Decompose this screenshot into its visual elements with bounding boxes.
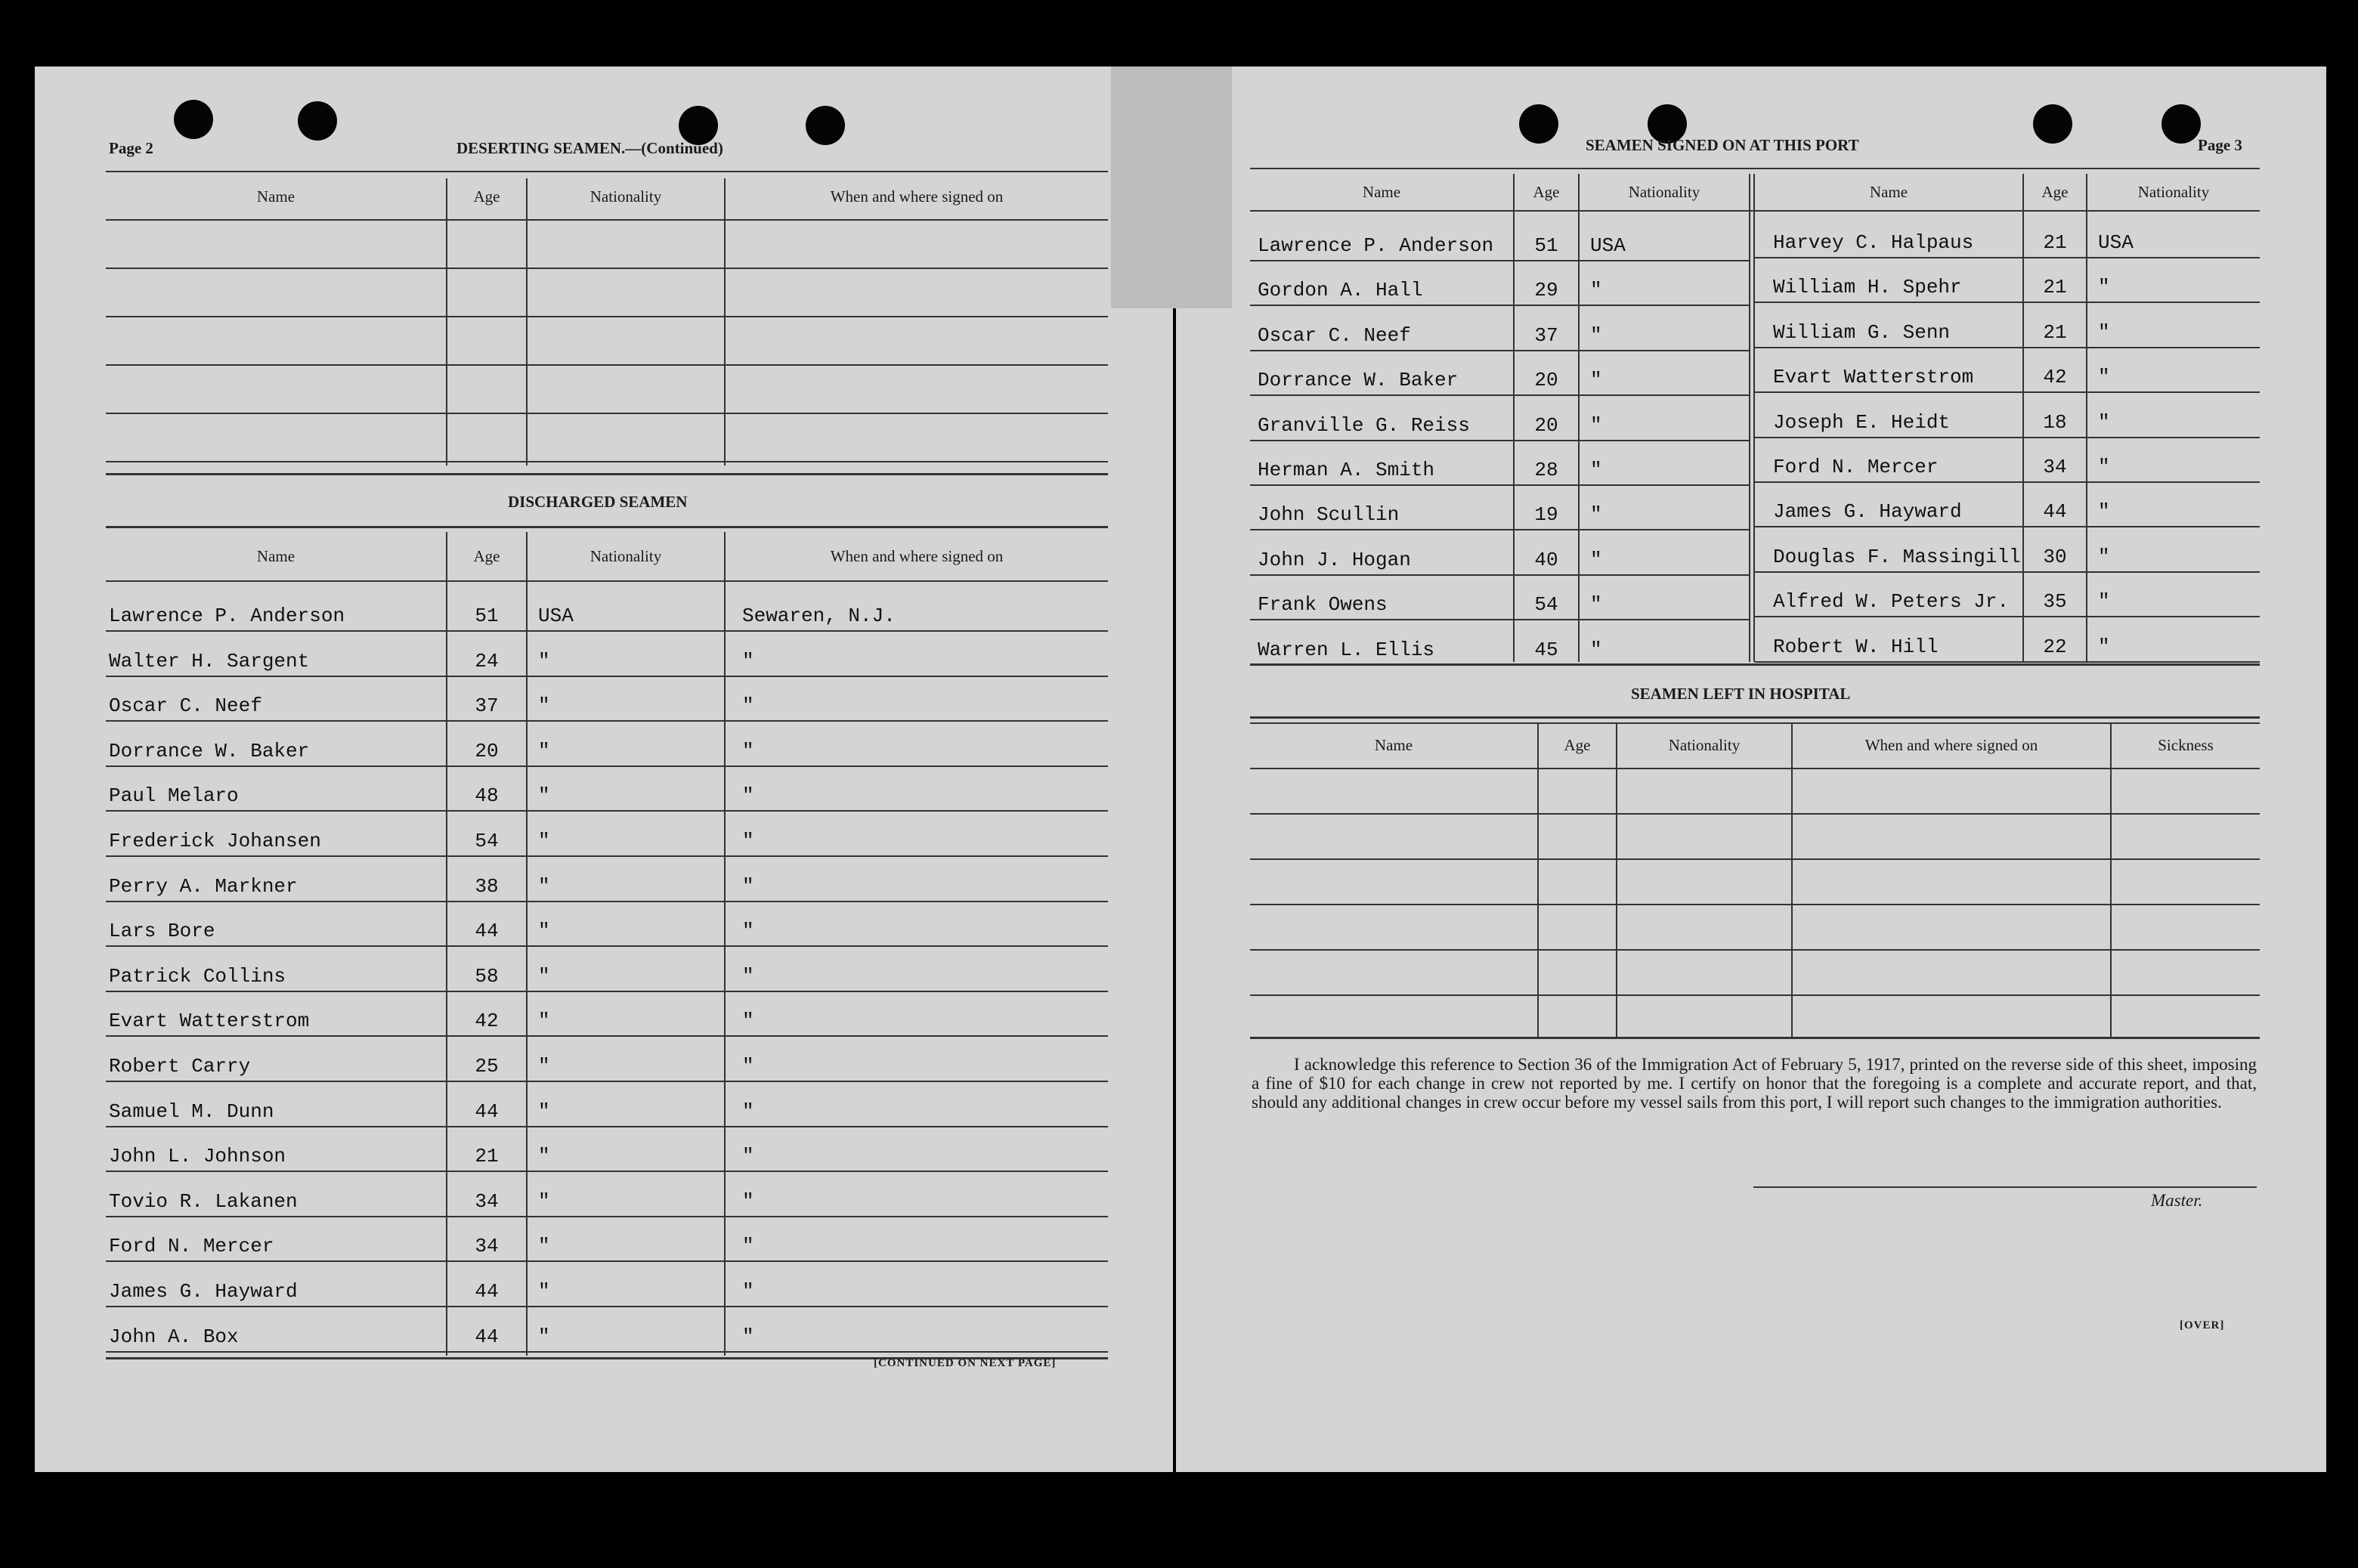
table-row-nationality: " xyxy=(538,1280,550,1303)
table-row-name: Walter H. Sargent xyxy=(109,649,310,673)
table-row-nationality: " xyxy=(2098,500,2110,524)
col-nationality: Nationality xyxy=(1668,736,1741,754)
table-row-name: Tovio R. Lakanen xyxy=(109,1189,298,1213)
punch-hole-icon xyxy=(174,100,213,139)
table-row-signed-on: " xyxy=(742,1189,754,1213)
table-row-name: Dorrance W. Baker xyxy=(1258,369,1459,392)
table-row-signed-on: " xyxy=(742,1280,754,1303)
table-row-signed-on: " xyxy=(742,1055,754,1078)
table-row-nationality: " xyxy=(538,649,550,673)
table-row-name: Samuel M. Dunn xyxy=(109,1099,274,1123)
hospital-title: SEAMEN LEFT IN HOSPITAL xyxy=(1631,685,1851,703)
table-row-age: 25 xyxy=(475,1055,499,1078)
table-row-name: John L. Johnson xyxy=(109,1145,286,1168)
table-row-nationality: " xyxy=(538,964,550,988)
punch-hole-icon xyxy=(298,101,337,141)
table-row-name: Granville G. Reiss xyxy=(1258,413,1470,437)
table-row-name: Oscar C. Neef xyxy=(109,694,262,718)
table-row-nationality: " xyxy=(538,1325,550,1348)
punch-hole-icon xyxy=(2162,104,2201,144)
col-nationality: Nationality xyxy=(1628,183,1700,201)
table-row-signed-on: Sewaren, N.J. xyxy=(742,605,896,627)
table-row-age: 38 xyxy=(475,874,499,898)
table-row-signed-on: " xyxy=(742,964,754,988)
table-row-nationality: " xyxy=(538,739,550,762)
table-row-name: James G. Hayward xyxy=(1773,500,1962,524)
table-row-name: Harvey C. Halpaus xyxy=(1773,231,1974,254)
table-row-name: Lars Bore xyxy=(109,920,215,943)
punch-hole-icon xyxy=(2033,104,2072,144)
table-row-name: Dorrance W. Baker xyxy=(109,739,310,762)
table-row-name: Perry A. Markner xyxy=(109,874,298,898)
col-age: Age xyxy=(473,547,500,565)
table-row-name: Lawrence P. Anderson xyxy=(109,605,345,627)
table-row-name: Evart Watterstrom xyxy=(109,1010,310,1033)
table-row-signed-on: " xyxy=(742,1235,754,1258)
table-row-name: Frank Owens xyxy=(1258,593,1388,617)
discharged-title: DISCHARGED SEAMEN xyxy=(508,493,688,511)
table-row-name: John A. Box xyxy=(109,1325,239,1348)
table-row-age: 44 xyxy=(2043,500,2067,524)
col-signed: When and where signed on xyxy=(830,187,1004,206)
table-row-name: John J. Hogan xyxy=(1258,548,1411,571)
table-row-nationality: " xyxy=(2098,456,2110,478)
table-row-name: Evart Watterstrom xyxy=(1773,366,1974,389)
table-row-age: 35 xyxy=(2043,590,2067,614)
table-row-age: 54 xyxy=(1534,593,1558,617)
deserting-title: DESERTING SEAMEN.—(Continued) xyxy=(456,139,723,157)
table-row-nationality: " xyxy=(2098,410,2110,434)
table-row-nationality: " xyxy=(538,1010,550,1033)
table-row-nationality: " xyxy=(1590,638,1602,661)
col-age: Age xyxy=(1533,183,1560,201)
table-row-age: 21 xyxy=(475,1145,499,1168)
table-row-name: Oscar C. Neef xyxy=(1258,323,1411,347)
table-row-nationality: " xyxy=(1590,593,1602,617)
table-row-age: 20 xyxy=(1534,413,1558,437)
master-signature-line xyxy=(1753,1186,2257,1188)
table-row-name: Alfred W. Peters Jr. xyxy=(1773,590,2010,614)
table-row-signed-on: " xyxy=(742,1325,754,1348)
table-row-nationality: " xyxy=(1590,279,1602,302)
table-row-signed-on: " xyxy=(742,694,754,718)
table-row-age: 21 xyxy=(2043,231,2067,254)
table-row-signed-on: " xyxy=(742,739,754,762)
table-row-name: Douglas F. Massingill xyxy=(1773,545,2021,568)
table-row-name: William G. Senn xyxy=(1773,320,1951,344)
table-row-age: 54 xyxy=(475,830,499,852)
table-row-nationality: " xyxy=(2098,366,2110,389)
table-row-age: 37 xyxy=(1534,323,1558,347)
table-row-nationality: " xyxy=(2098,545,2110,568)
table-row-nationality: " xyxy=(2098,590,2110,614)
table-row-nationality: " xyxy=(538,920,550,943)
table-row-age: 24 xyxy=(475,649,499,673)
table-row-age: 30 xyxy=(2043,545,2067,568)
table-row-name: Robert Carry xyxy=(109,1055,251,1078)
table-row-nationality: " xyxy=(1590,323,1602,347)
col-nationality: Nationality xyxy=(590,187,662,206)
col-sickness: Sickness xyxy=(2158,736,2214,754)
table-row-name: Patrick Collins xyxy=(109,964,286,988)
table-row-nationality: " xyxy=(538,1235,550,1258)
table-row-nationality: " xyxy=(1590,548,1602,571)
col-age: Age xyxy=(2041,183,2069,201)
table-row-age: 48 xyxy=(475,784,499,808)
table-row-age: 42 xyxy=(2043,366,2067,389)
col-signed: When and where signed on xyxy=(1864,736,2038,754)
table-row-nationality: " xyxy=(1590,503,1602,527)
col-name: Name xyxy=(256,547,296,565)
table-row-name: Lawrence P. Anderson xyxy=(1258,234,1494,257)
table-row-age: 51 xyxy=(475,605,499,627)
table-row-nationality: " xyxy=(538,1055,550,1078)
col-nationality: Nationality xyxy=(590,547,662,565)
col-name: Name xyxy=(256,187,296,206)
table-row-age: 44 xyxy=(475,1099,499,1123)
table-row-signed-on: " xyxy=(742,1010,754,1033)
punch-hole-icon xyxy=(1519,104,1558,144)
over-label: [OVER] xyxy=(2180,1319,2225,1331)
table-row-nationality: USA xyxy=(538,605,574,627)
table-row-age: 37 xyxy=(475,694,499,718)
table-row-age: 44 xyxy=(475,1325,499,1348)
table-row-nationality: " xyxy=(538,874,550,898)
table-row-age: 44 xyxy=(475,920,499,943)
table-row-age: 21 xyxy=(2043,320,2067,344)
table-row-name: Ford N. Mercer xyxy=(1773,456,1939,478)
col-age: Age xyxy=(1564,736,1591,754)
col-nationality: Nationality xyxy=(2137,183,2210,201)
master-label: Master. xyxy=(2151,1191,2203,1210)
col-signed: When and where signed on xyxy=(830,547,1004,565)
table-row-age: 29 xyxy=(1534,279,1558,302)
table-row-name: Frederick Johansen xyxy=(109,830,321,852)
table-row-age: 18 xyxy=(2043,410,2067,434)
table-row-signed-on: " xyxy=(742,1145,754,1168)
table-row-age: 51 xyxy=(1534,234,1558,257)
table-row-signed-on: " xyxy=(742,784,754,808)
col-name: Name xyxy=(1374,736,1413,754)
table-row-nationality: " xyxy=(2098,635,2110,658)
table-row-name: John Scullin xyxy=(1258,503,1400,527)
table-row-nationality: " xyxy=(538,1145,550,1168)
punch-hole-icon xyxy=(806,106,845,145)
signed-on-title: SEAMEN SIGNED ON AT THIS PORT xyxy=(1586,136,1859,154)
table-row-signed-on: " xyxy=(742,920,754,943)
table-row-age: 34 xyxy=(2043,456,2067,478)
table-row-age: 22 xyxy=(2043,635,2067,658)
col-name: Name xyxy=(1362,183,1401,201)
page-number: Page 2 xyxy=(109,139,153,157)
table-row-signed-on: " xyxy=(742,1099,754,1123)
table-row-nationality: " xyxy=(2098,320,2110,344)
table-row-age: 34 xyxy=(475,1189,499,1213)
table-row-age: 34 xyxy=(475,1235,499,1258)
table-row-age: 44 xyxy=(475,1280,499,1303)
table-row-age: 20 xyxy=(475,739,499,762)
table-row-nationality: " xyxy=(538,1099,550,1123)
table-row-age: 19 xyxy=(1534,503,1558,527)
table-row-age: 20 xyxy=(1534,369,1558,392)
table-row-signed-on: " xyxy=(742,830,754,852)
table-row-nationality: " xyxy=(1590,413,1602,437)
table-row-age: 21 xyxy=(2043,276,2067,299)
table-row-nationality: " xyxy=(2098,276,2110,299)
table-row-signed-on: " xyxy=(742,874,754,898)
table-row-nationality: " xyxy=(538,830,550,852)
table-row-nationality: " xyxy=(538,784,550,808)
table-row-nationality: " xyxy=(538,694,550,718)
continued-note: [CONTINUED ON NEXT PAGE] xyxy=(874,1357,1057,1369)
table-row-nationality: " xyxy=(1590,369,1602,392)
table-row-name: Joseph E. Heidt xyxy=(1773,410,1951,434)
table-row-name: Herman A. Smith xyxy=(1258,459,1435,481)
acknowledgement-text: I acknowledge this reference to Section 36 of the Immigration Act of February 5, 1917, printed on the reverse side of this sheet, imposing a fine of $10 for each change in crew not reported by me. I certify on honor that the foregoing is a complete and accurate report, and that, should any additional changes in crew occur before my vessel sails from this port, I will report such changes to the immigration authorities. xyxy=(1252,1055,2257,1112)
table-row-age: 58 xyxy=(475,964,499,988)
table-row-nationality: USA xyxy=(2098,231,2134,254)
table-row-nationality: USA xyxy=(1590,234,1626,257)
table-row-age: 45 xyxy=(1534,638,1558,661)
col-name: Name xyxy=(1869,183,1908,201)
table-row-name: Gordon A. Hall xyxy=(1258,279,1423,302)
table-row-name: Paul Melaro xyxy=(109,784,239,808)
table-row-age: 42 xyxy=(475,1010,499,1033)
binding-gutter xyxy=(1111,66,1232,308)
table-row-name: Robert W. Hill xyxy=(1773,635,1939,658)
table-row-age: 40 xyxy=(1534,548,1558,571)
page-number: Page 3 xyxy=(2198,136,2242,154)
table-row-nationality: " xyxy=(1590,459,1602,481)
table-row-name: Ford N. Mercer xyxy=(109,1235,274,1258)
col-age: Age xyxy=(473,187,500,206)
table-row-name: William H. Spehr xyxy=(1773,276,1962,299)
table-row-name: James G. Hayward xyxy=(109,1280,298,1303)
table-row-name: Warren L. Ellis xyxy=(1258,638,1435,661)
table-row-age: 28 xyxy=(1534,459,1558,481)
table-row-signed-on: " xyxy=(742,649,754,673)
table-row-nationality: " xyxy=(538,1189,550,1213)
